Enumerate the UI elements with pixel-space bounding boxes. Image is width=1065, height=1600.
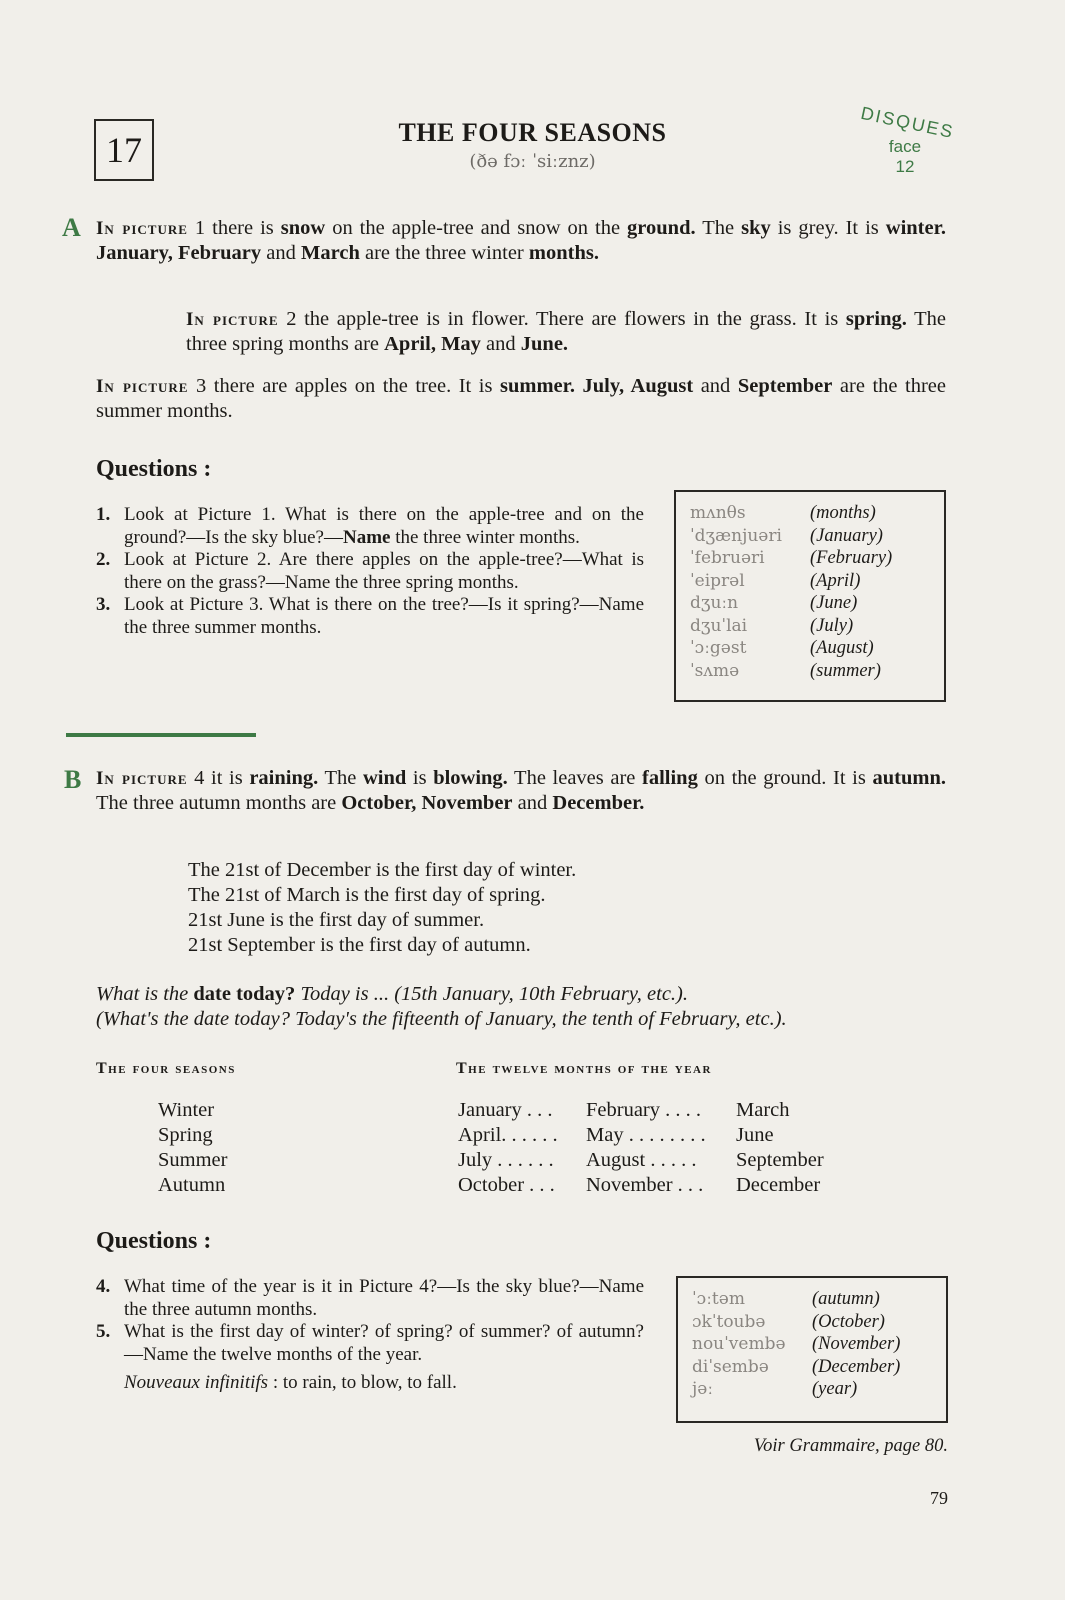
section-divider — [66, 733, 256, 737]
vocab-row — [690, 637, 944, 660]
section-a-paragraph-3 — [96, 374, 946, 424]
bold-run: January, February — [96, 242, 262, 264]
bold-run: ground. — [627, 217, 696, 239]
month-cell: December — [736, 1174, 821, 1196]
phonetic: dʒuˈlai — [690, 615, 748, 636]
phonetic: ɔkˈtoubə — [692, 1311, 766, 1332]
question-text: What time of the year is it in Picture 4?—Is the sky blue?—Name the three autumn months. — [124, 1276, 644, 1320]
first-day-line: 21st September is the first day of autumn. — [188, 934, 531, 956]
grammar-reference: Voir Grammaire, page 80. — [753, 1436, 948, 1456]
question-item — [96, 1321, 644, 1366]
month-cell: May . . . . . . . . — [586, 1124, 706, 1146]
vocab-row — [690, 502, 944, 525]
bold-run: December. — [552, 792, 645, 814]
english-word: (October) — [812, 1311, 885, 1332]
vocab-box-a — [674, 490, 946, 702]
text-run — [575, 375, 583, 397]
vocab-box-b — [676, 1276, 948, 1423]
date-line-1 — [96, 982, 976, 1007]
bold-run: blowing. — [433, 767, 508, 789]
disques-number: 12 — [895, 157, 915, 176]
text-run: are the three summer months. — [96, 375, 946, 422]
phonetic: mʌnθs — [690, 503, 746, 523]
phonetic: ˈɔːgəst — [690, 638, 747, 658]
months-row — [458, 1098, 878, 1123]
vocab-row — [690, 592, 944, 615]
bold-run: October, November — [341, 792, 513, 814]
months-row — [458, 1123, 878, 1148]
vocab-row — [690, 525, 944, 548]
first-day-line: 21st June is the first day of summer. — [188, 909, 485, 931]
date-line-2: (What's the date today? Today's the fifteenth of January, the tenth of February, etc.). — [96, 1008, 787, 1030]
text-run: The three autumn months are — [96, 792, 342, 814]
infinitives-label: Nouveaux infinitifs — [124, 1372, 269, 1393]
disques-stamp — [859, 102, 957, 177]
month-cell: June — [736, 1124, 774, 1146]
month-cell: November . . . — [586, 1174, 704, 1196]
text-run: on the ground. It is — [697, 767, 873, 789]
first-day-line: The 21st of March is the first day of spring. — [188, 884, 546, 906]
title-pronunciation: (ðə fɔː ˈsiːznz) — [469, 151, 596, 172]
vocab-row — [692, 1356, 946, 1379]
section-a-paragraph-2 — [186, 307, 946, 357]
vocab-row — [690, 615, 944, 638]
english-word: (November) — [812, 1334, 901, 1354]
english-word: (autumn) — [812, 1289, 880, 1309]
bold-run: date today? — [193, 983, 296, 1005]
text-run: Today is ... (15th January, 10th February, etc.). — [295, 983, 689, 1005]
phonetic: ˈsʌmə — [690, 660, 740, 681]
text-run: The — [695, 217, 742, 239]
question-text — [124, 504, 644, 549]
date-question — [96, 982, 976, 1032]
bold-run: wind — [362, 767, 407, 789]
questions-list-b — [96, 1276, 644, 1395]
bold-run: March — [301, 242, 360, 264]
section-b-paragraph-1 — [96, 766, 946, 816]
text-run: and — [480, 333, 521, 355]
question-number: 1. — [96, 504, 111, 525]
text-run: and — [261, 242, 302, 264]
first-days-list — [188, 858, 808, 958]
question-number: 2. — [96, 549, 111, 570]
question-number: 4. — [96, 1276, 111, 1297]
season-item: Winter — [158, 1099, 215, 1121]
question-text: What is the first day of winter? of spring? of summer? of autumn?—Name the twelve months of the year. — [124, 1321, 644, 1365]
seasons-list — [158, 1098, 227, 1198]
text-run: on the apple-tree and snow on the — [325, 217, 628, 239]
months-heading: The twelve months of the year — [456, 1060, 712, 1077]
seasons-heading: The four seasons — [96, 1060, 236, 1077]
bold-run: September — [737, 375, 833, 397]
question-item — [96, 504, 644, 549]
bold-run: sky — [741, 217, 771, 239]
text-run: and — [693, 375, 738, 397]
month-cell: February . . . . — [586, 1099, 702, 1121]
month-cell: March — [736, 1099, 790, 1121]
text-run: The leaves are — [507, 767, 643, 789]
question-item — [96, 1276, 644, 1321]
question-item — [96, 594, 644, 639]
infinitives-text: : to rain, to blow, to fall. — [268, 1372, 457, 1393]
text-run: The three spring months are — [186, 308, 946, 355]
month-cell: January . . . — [458, 1099, 553, 1121]
bold-run: April, May — [384, 333, 481, 355]
picture-lead: In picture — [96, 218, 188, 239]
english-word: (summer) — [810, 660, 881, 681]
month-cell: July . . . . . . — [458, 1149, 554, 1171]
english-word: (April) — [810, 570, 861, 591]
disques-label: DISQUES — [859, 102, 957, 143]
text-run: The — [318, 767, 363, 789]
questions-list-a — [96, 504, 644, 639]
bold-run: winter. — [885, 217, 946, 239]
bold-run: falling — [642, 767, 698, 789]
picture-lead: In picture — [96, 376, 189, 397]
months-list — [458, 1098, 878, 1198]
text-run: Look at Picture 1. What is there on the apple-tree and on the ground?—Is the sky blue?— — [124, 504, 644, 548]
english-word: (August) — [810, 638, 874, 658]
question-text: Look at Picture 3. What is there on the tree?—Is it spring?—Name the three summer months. — [124, 594, 644, 638]
bold-run: June. — [520, 333, 569, 355]
section-a-paragraph-1 — [96, 216, 946, 266]
bold-run: snow — [280, 217, 326, 239]
questions-heading-a: Questions : — [96, 456, 212, 482]
english-word: (January) — [810, 525, 883, 546]
month-cell: October . . . — [458, 1174, 555, 1196]
question-text: Look at Picture 2. Are there apples on the apple-tree?—What is there on the grass?—Name the three spring months. — [124, 549, 644, 593]
phonetic: ˈfebruəri — [690, 548, 765, 568]
bold-run: July, August — [582, 375, 694, 397]
bold-run: raining. — [249, 767, 319, 789]
phonetic: nouˈvembə — [692, 1334, 786, 1354]
text-run: 1 there is — [187, 217, 281, 239]
text-run: is — [406, 767, 434, 789]
text-run: 2 the apple-tree is in flower. There are flowers in the grass. It is — [278, 308, 846, 330]
month-cell: August . . . . . — [586, 1149, 697, 1171]
text-run: the three winter months. — [390, 526, 580, 548]
phonetic: dʒuːn — [690, 593, 739, 613]
month-cell: September — [736, 1149, 824, 1171]
english-word: (February) — [810, 548, 893, 568]
new-infinitives — [96, 1372, 644, 1395]
bold-run: autumn. — [872, 767, 946, 789]
bold-run: spring. — [845, 308, 907, 330]
page-number: 79 — [930, 1488, 948, 1508]
vocab-row — [692, 1311, 946, 1334]
question-number: 3. — [96, 594, 111, 615]
question-number: 5. — [96, 1321, 111, 1342]
phonetic: diˈsembə — [692, 1356, 769, 1377]
picture-lead: In picture — [186, 309, 279, 330]
vocab-row — [692, 1288, 946, 1311]
text-run: 4 it is — [187, 767, 250, 789]
phonetic: ˈeiprəl — [690, 570, 745, 591]
phonetic: jəː — [692, 1379, 714, 1399]
first-day-line: The 21st of December is the first day of winter. — [188, 859, 577, 881]
english-word: (December) — [812, 1356, 901, 1377]
text-run: and — [512, 792, 553, 814]
english-word: (July) — [810, 615, 854, 636]
phonetic: ˈdʒænjuəri — [690, 525, 782, 546]
bold-run: months. — [528, 242, 599, 264]
months-row — [458, 1173, 878, 1198]
season-item: Autumn — [158, 1174, 226, 1196]
phonetic: ˈɔːtəm — [692, 1289, 745, 1309]
question-item — [96, 549, 644, 594]
vocab-row — [690, 660, 944, 683]
text-run: What is the — [96, 983, 194, 1005]
lesson-number: 17 — [94, 119, 154, 181]
months-row — [458, 1148, 878, 1173]
bold-run: Name — [342, 526, 391, 548]
text-run: 3 there are apples on the tree. It is — [188, 375, 500, 397]
section-b-letter: B — [64, 765, 82, 794]
season-item: Spring — [158, 1124, 213, 1146]
vocab-row — [692, 1378, 946, 1401]
text-run: is grey. It is — [770, 217, 886, 239]
questions-heading-b: Questions : — [96, 1228, 212, 1254]
vocab-row — [692, 1333, 946, 1356]
picture-lead: In picture — [96, 768, 188, 789]
english-word: (June) — [810, 593, 858, 613]
text-run: are the three winter — [359, 242, 529, 264]
page-title: THE FOUR SEASONS — [398, 118, 667, 147]
vocab-row — [690, 570, 944, 593]
english-word: (months) — [810, 503, 876, 523]
month-cell: April. . . . . . — [458, 1124, 558, 1146]
vocab-row — [690, 547, 944, 570]
season-item: Summer — [158, 1149, 228, 1171]
section-a-letter: A — [62, 213, 81, 242]
disques-face: face — [888, 137, 922, 156]
english-word: (year) — [812, 1379, 858, 1399]
bold-run: summer. — [499, 375, 575, 397]
